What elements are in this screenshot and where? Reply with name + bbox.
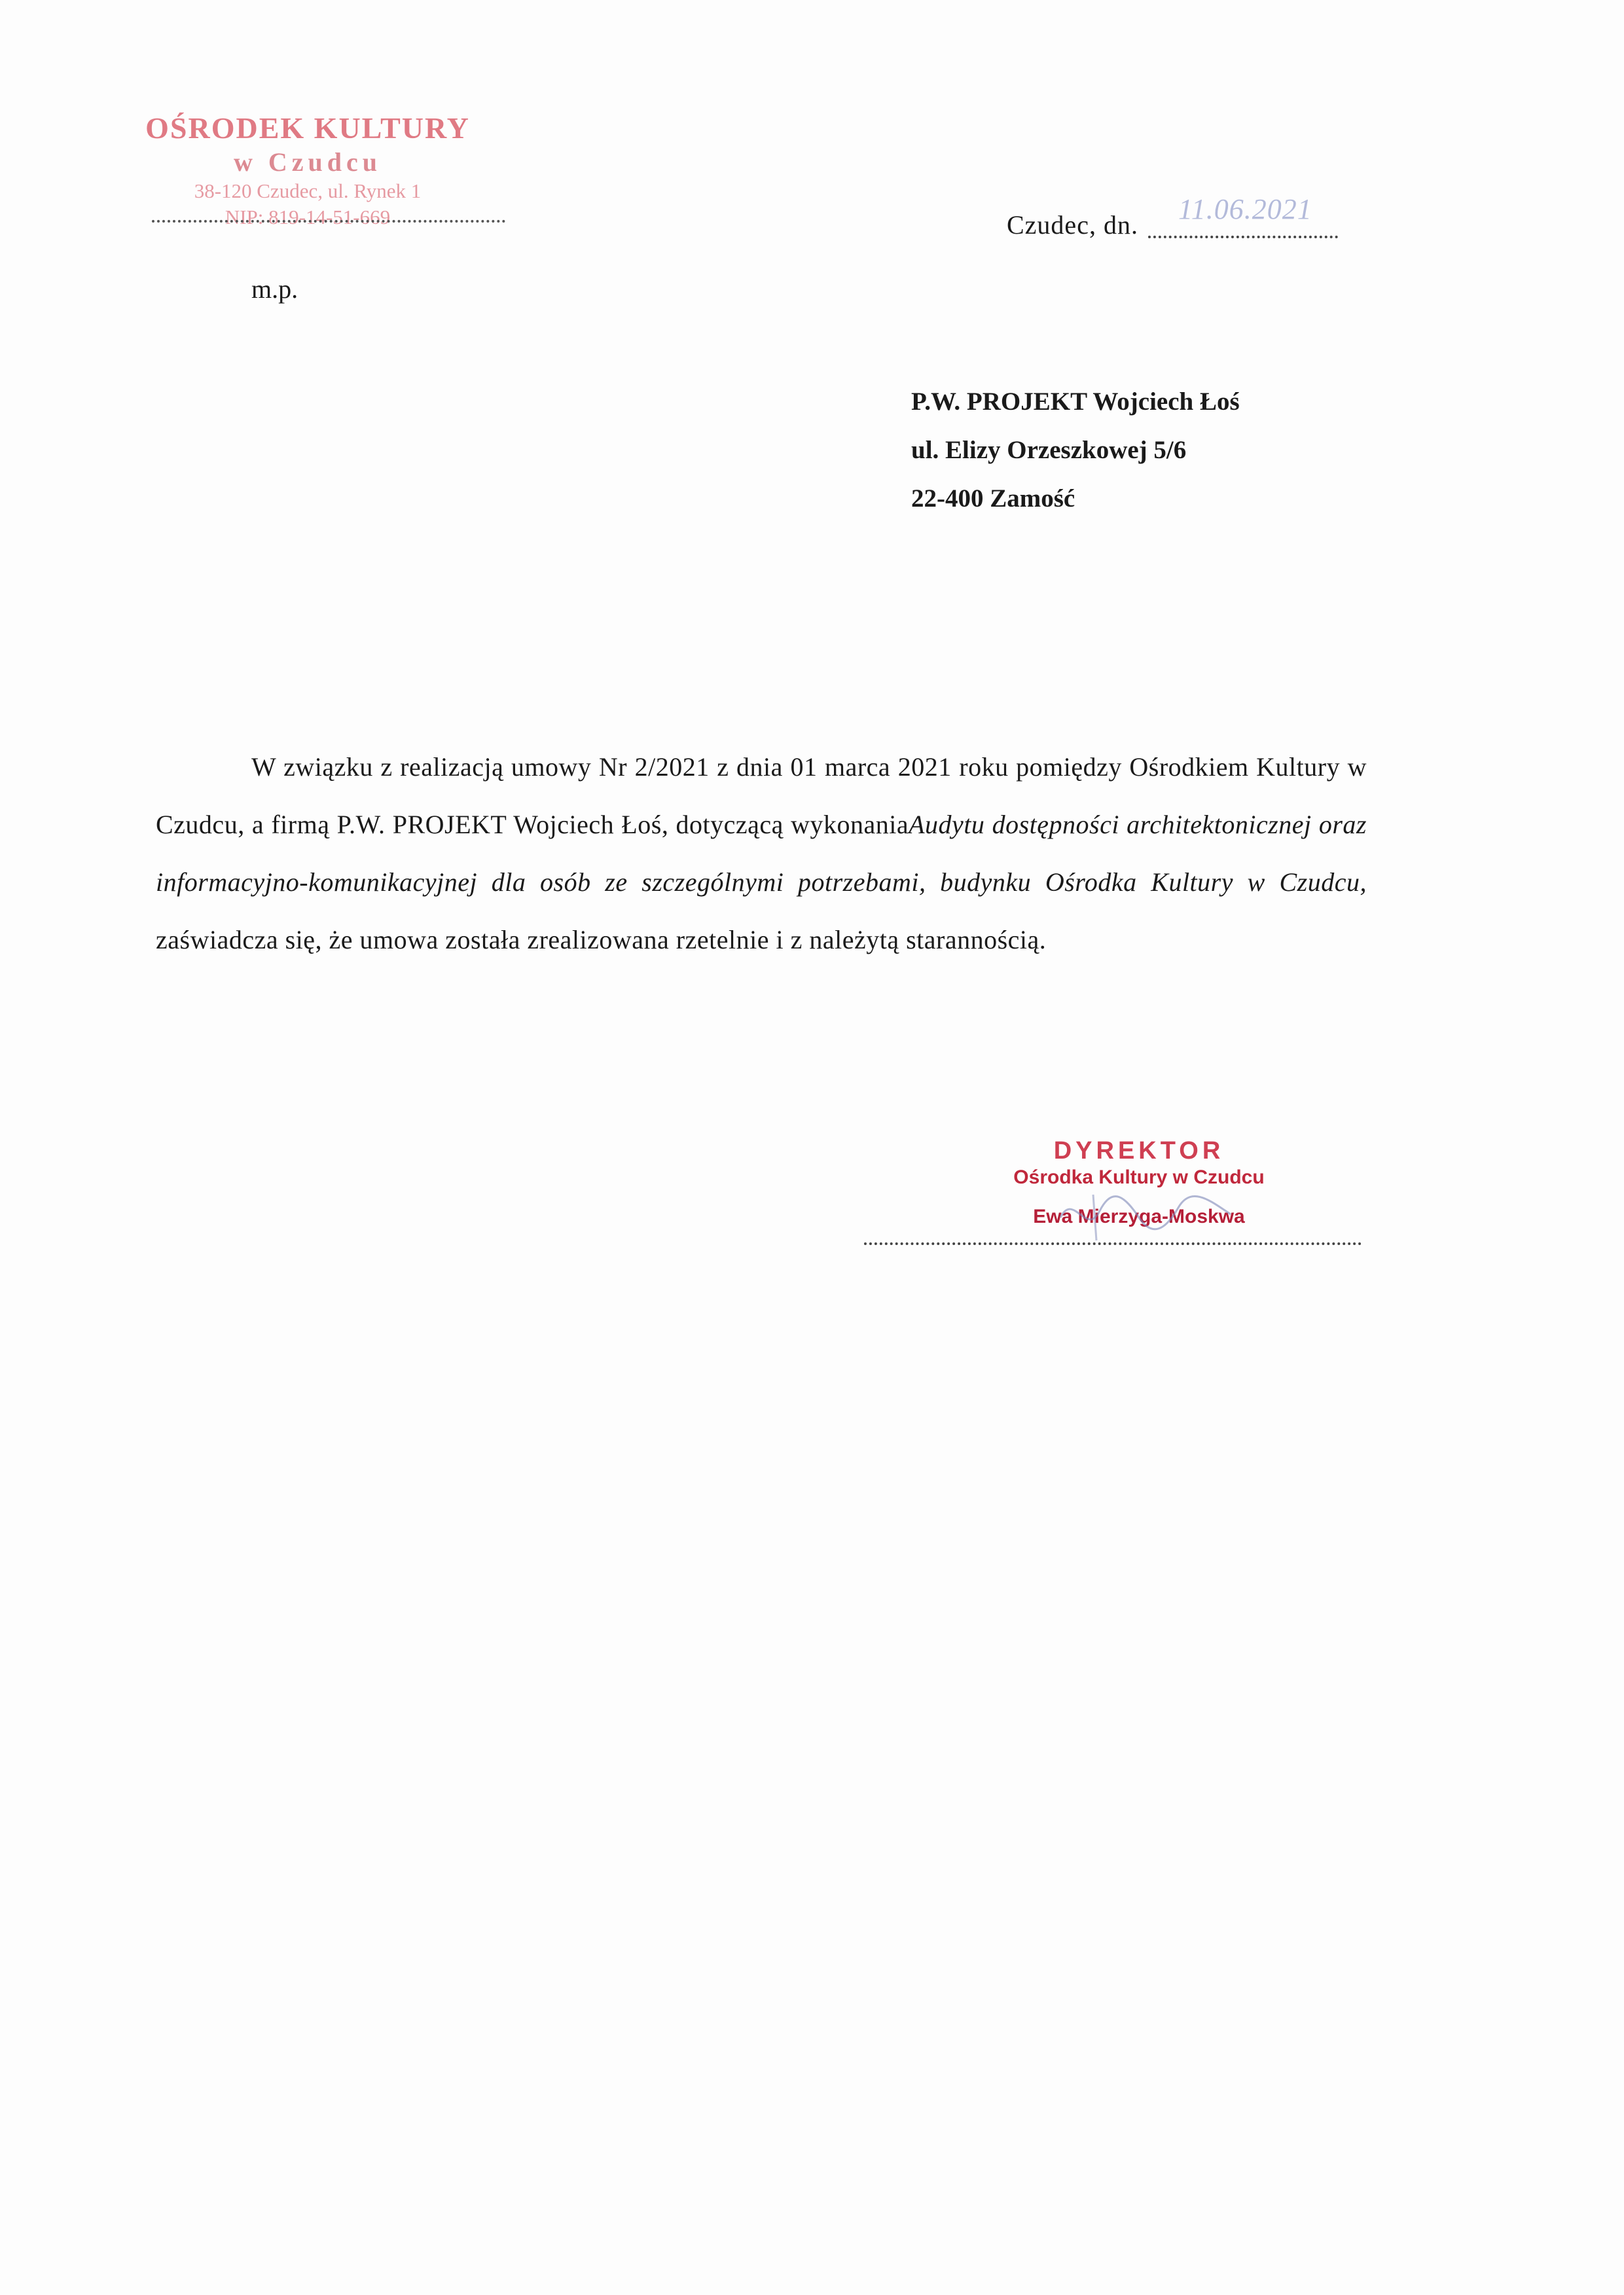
stamp-org-town: w Czudcu [233, 147, 382, 177]
stamp-org-name: OŚRODEK KULTURY [145, 111, 470, 145]
sender-dotted-line [152, 220, 505, 223]
recipient-street: ul. Elizy Orzeszkowej 5/6 [911, 436, 1187, 464]
signature-org: Ośrodka Kultury w Czudcu [1013, 1166, 1265, 1188]
signature-title: DYREKTOR [1053, 1137, 1225, 1165]
date-dotted-line [1148, 236, 1338, 238]
mp-label: m.p. [251, 274, 298, 304]
recipient-block [911, 386, 1240, 532]
letter-body [156, 738, 1367, 969]
handwritten-signature [1047, 1178, 1244, 1250]
body-text-part2: zaświadcza się, że umowa została zrealizowana rzetelnie i z należytą starannością. [156, 925, 1047, 954]
date-label: Czudec, dn. [1007, 210, 1138, 240]
stamp-org-nip: NIP: 819-14-51-669 [225, 206, 391, 228]
sender-stamp [105, 110, 511, 230]
recipient-name: P.W. PROJEKT Wojciech Łoś [911, 388, 1240, 416]
body-text-italic: Audytu dostępności architektonicznej oraz informacyjno-komunikacyjnej dla osób ze szczególnymi potrzebami, budynku Ośrodka Kultury w Czudcu, [156, 810, 1367, 897]
recipient-city: 22-400 Zamość [911, 484, 1075, 513]
handwritten-date: 11.06.2021 [1178, 193, 1312, 225]
signature-name: Ewa Mierzyga-Moskwa [1033, 1206, 1245, 1227]
body-text-part1: W związku z realizacją umowy Nr 2/2021 z dnia 01 marca 2021 roku pomiędzy Ośrodkiem Kultury w Czudcu, a firmą P.W. PROJEKT Wojciech Łoś, dotyczącą wykonania [156, 752, 1367, 839]
stamp-org-address: 38-120 Czudec, ul. Rynek 1 [194, 179, 422, 202]
signature-dotted-line [864, 1242, 1362, 1245]
